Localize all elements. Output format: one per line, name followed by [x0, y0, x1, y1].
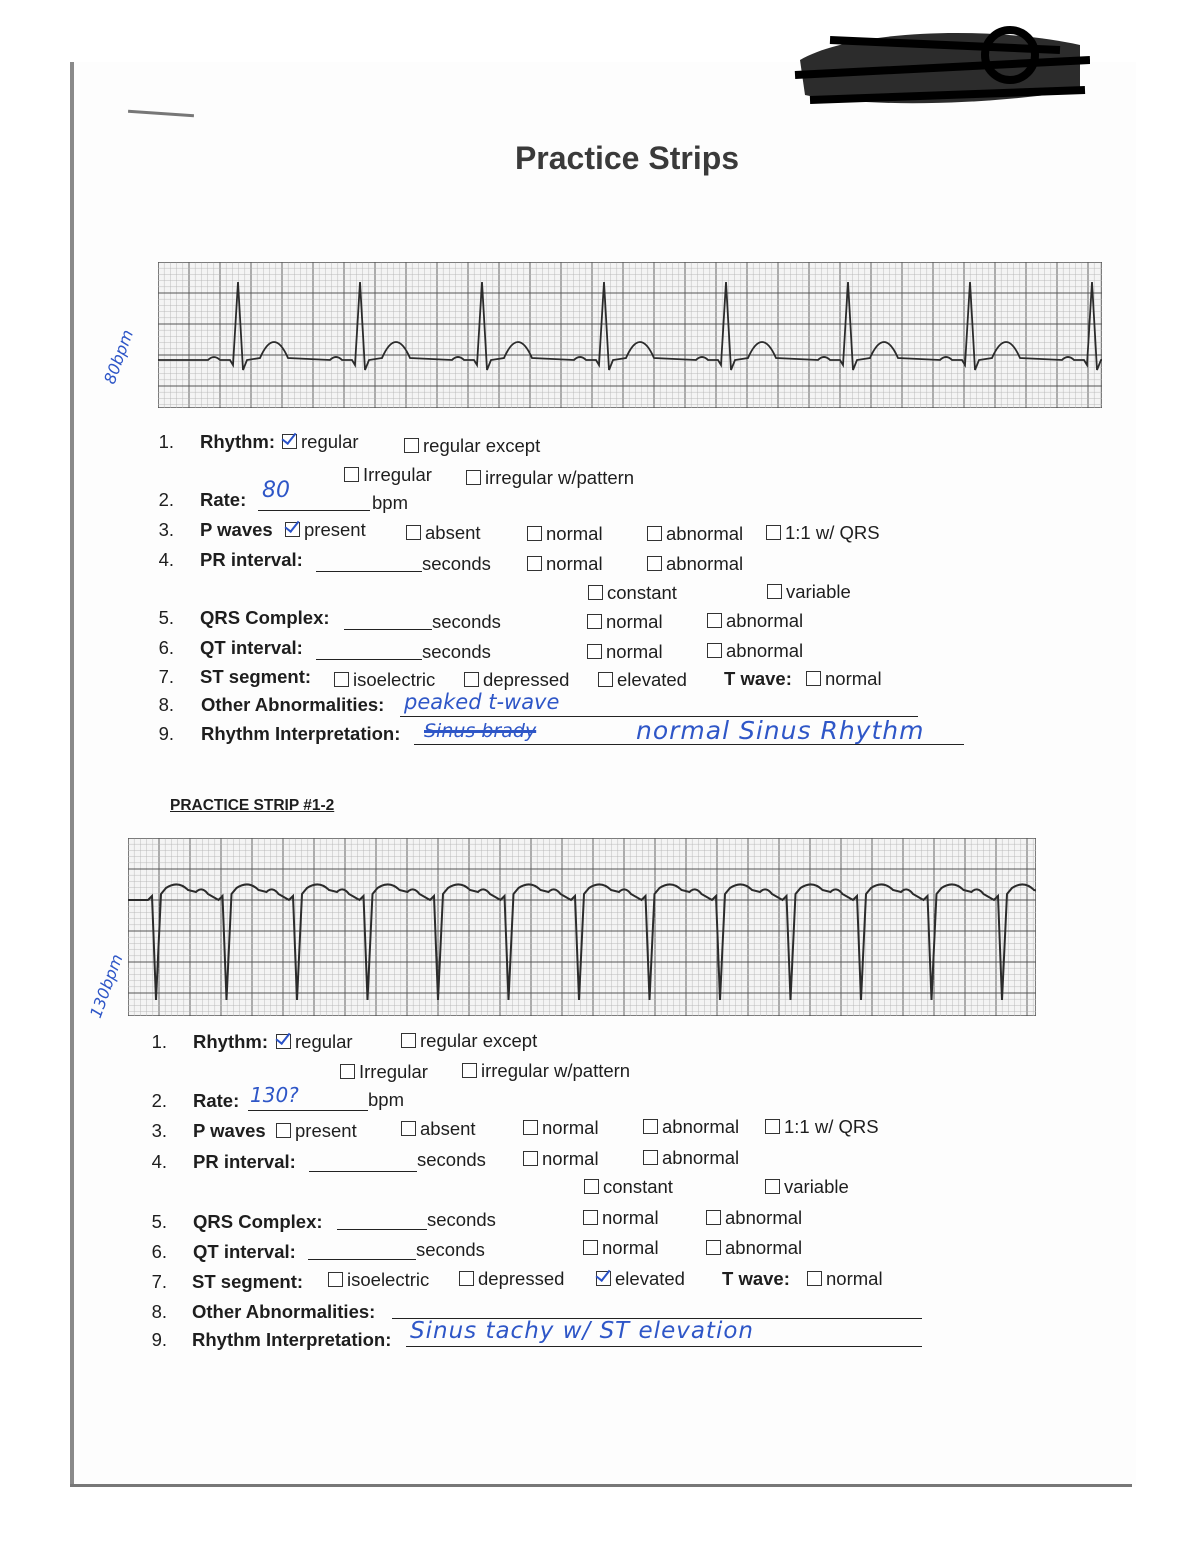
checkbox[interactable]	[765, 1119, 780, 1134]
checkbox[interactable]	[401, 1121, 416, 1136]
rate-value[interactable]: 80	[262, 478, 290, 503]
pr-abnormal-option[interactable]: abnormal	[647, 553, 743, 575]
qrs-abnormal-option[interactable]: abnormal	[707, 610, 803, 632]
checkbox[interactable]	[587, 614, 602, 629]
rhythm-interpretation-value[interactable]: normal Sinus Rhythm	[636, 716, 925, 745]
rhythm-regular-option[interactable]: regular	[276, 1031, 353, 1053]
pr-variable-option[interactable]: variable	[765, 1176, 849, 1198]
checkbox[interactable]	[587, 644, 602, 659]
checkbox[interactable]	[584, 1179, 599, 1194]
twave-normal-option[interactable]: normal	[806, 668, 882, 690]
qrs-blank[interactable]	[337, 1229, 427, 1230]
checkbox[interactable]	[647, 556, 662, 571]
qt-abnormal-option[interactable]: abnormal	[707, 640, 803, 662]
checkbox[interactable]	[344, 467, 359, 482]
checkbox[interactable]	[806, 671, 821, 686]
checkbox[interactable]	[404, 438, 419, 453]
checkbox[interactable]	[401, 1033, 416, 1048]
checkbox[interactable]	[643, 1150, 658, 1165]
rhythm-interpretation-struck: Sinus brady	[424, 720, 537, 742]
checkbox[interactable]	[523, 1151, 538, 1166]
pr-abnormal-option[interactable]: abnormal	[643, 1147, 739, 1169]
bpm-unit: bpm	[372, 492, 408, 513]
checkbox[interactable]	[583, 1210, 598, 1225]
qrs-label: QRS Complex:	[200, 607, 330, 628]
checkbox-checked[interactable]	[285, 522, 300, 537]
checkbox[interactable]	[707, 643, 722, 658]
rhythm-irregular-pattern-option[interactable]: irregular w/pattern	[462, 1060, 630, 1082]
rhythm-irregular-option[interactable]: Irregular	[344, 464, 432, 486]
rhythm-irregular-pattern-option[interactable]: irregular w/pattern	[466, 467, 634, 489]
rhythm-interpretation-label: Rhythm Interpretation:	[192, 1329, 392, 1350]
strip2-heading: PRACTICE STRIP #1-2	[170, 797, 335, 814]
pwaves-abnormal-option[interactable]: abnormal	[643, 1116, 739, 1138]
pr-constant-option[interactable]: constant	[588, 582, 677, 604]
qt-normal-option[interactable]: normal	[583, 1237, 659, 1259]
twave-label: T wave:	[724, 668, 792, 689]
st-depressed-option[interactable]: depressed	[459, 1268, 564, 1290]
checkbox-checked[interactable]	[282, 434, 297, 449]
qrs-label: QRS Complex:	[193, 1211, 323, 1232]
page-title: Practice Strips	[514, 140, 740, 176]
pwaves-11-qrs-option[interactable]: 1:1 w/ QRS	[765, 1116, 879, 1138]
checkbox[interactable]	[598, 672, 613, 687]
qt-abnormal-option[interactable]: abnormal	[706, 1237, 802, 1259]
pwaves-present-option[interactable]: present	[285, 519, 366, 541]
rate-blank	[258, 510, 370, 511]
qt-interval-label: QT interval:	[193, 1241, 296, 1262]
rate-label: Rate:	[193, 1090, 240, 1111]
other-abnormalities-label: Other Abnormalities:	[201, 694, 385, 715]
checkbox[interactable]	[588, 585, 603, 600]
checkbox[interactable]	[340, 1064, 355, 1079]
pwaves-abnormal-option[interactable]: abnormal	[647, 523, 743, 545]
qrs-abnormal-option[interactable]: abnormal	[706, 1207, 802, 1229]
checkbox[interactable]	[334, 672, 349, 687]
rate-label: Rate:	[200, 489, 247, 510]
pr-seconds-unit: seconds	[417, 1149, 486, 1170]
rhythm-label: Rhythm:	[200, 431, 276, 452]
qt-interval-label: QT interval:	[200, 637, 303, 658]
checkbox[interactable]	[527, 556, 542, 571]
checkbox[interactable]	[583, 1240, 598, 1255]
pr-blank[interactable]	[309, 1171, 417, 1172]
rate-value[interactable]: 130?	[250, 1083, 299, 1107]
other-abnormalities-label: Other Abnormalities:	[192, 1301, 376, 1322]
pwaves-11-qrs-option[interactable]: 1:1 w/ QRS	[766, 522, 880, 544]
checkbox[interactable]	[464, 672, 479, 687]
checkbox-checked[interactable]	[596, 1271, 611, 1286]
pwaves-absent-option[interactable]: absent	[406, 522, 481, 544]
page-bottom-edge	[70, 1484, 1132, 1487]
pr-normal-option[interactable]: normal	[523, 1148, 599, 1170]
rhythm-regular-option[interactable]: regular	[282, 431, 359, 453]
checkbox[interactable]	[765, 1179, 780, 1194]
checkbox[interactable]	[647, 526, 662, 541]
rhythm-label: Rhythm:	[193, 1031, 269, 1052]
rhythm-regular-except-option[interactable]: regular except	[404, 435, 540, 457]
st-elevated-option[interactable]: elevated	[596, 1268, 685, 1290]
qrs-seconds-unit: seconds	[427, 1209, 496, 1230]
qrs-normal-option[interactable]: normal	[587, 611, 663, 633]
qt-normal-option[interactable]: normal	[587, 641, 663, 663]
strip1-rate-note: 80bpm	[100, 327, 138, 387]
st-isoelectric-option[interactable]: isoelectric	[334, 669, 435, 691]
checkbox[interactable]	[466, 470, 481, 485]
qrs-normal-option[interactable]: normal	[583, 1207, 659, 1229]
checkbox[interactable]	[766, 525, 781, 540]
pr-interval-label: PR interval:	[193, 1151, 296, 1172]
bpm-unit: bpm	[368, 1089, 404, 1110]
twave-label: T wave:	[722, 1268, 790, 1289]
redaction-scribble	[790, 20, 1090, 112]
st-depressed-option[interactable]: depressed	[464, 669, 569, 691]
pr-normal-option[interactable]: normal	[527, 553, 603, 575]
checkbox[interactable]	[328, 1272, 343, 1287]
twave-normal-option[interactable]: normal	[807, 1268, 883, 1290]
rate-blank	[248, 1110, 368, 1111]
rhythm-interpretation-label: Rhythm Interpretation:	[201, 723, 401, 744]
rhythm-regular-except-option[interactable]: regular except	[401, 1030, 537, 1052]
pwaves-absent-option[interactable]: absent	[401, 1118, 476, 1140]
qt-blank[interactable]	[316, 659, 422, 660]
rhythm-irregular-option[interactable]: Irregular	[340, 1061, 428, 1083]
ecg-strip-2	[128, 838, 1036, 1016]
checkbox[interactable]	[406, 525, 421, 540]
pwaves-label: P waves	[200, 519, 273, 540]
st-isoelectric-option[interactable]: isoelectric	[328, 1269, 429, 1291]
pr-constant-option[interactable]: constant	[584, 1176, 673, 1198]
qrs-blank[interactable]	[344, 629, 432, 630]
checkbox[interactable]	[706, 1210, 721, 1225]
st-elevated-option[interactable]: elevated	[598, 669, 687, 691]
st-segment-label: ST segment:	[192, 1271, 304, 1292]
pwaves-present-option[interactable]: present	[276, 1120, 357, 1142]
checkbox[interactable]	[527, 526, 542, 541]
checkbox[interactable]	[523, 1120, 538, 1135]
qrs-seconds-unit: seconds	[432, 611, 501, 632]
pr-interval-label: PR interval:	[200, 549, 303, 570]
checkbox[interactable]	[767, 584, 782, 599]
pwaves-normal-option[interactable]: normal	[527, 523, 603, 545]
checkbox[interactable]	[459, 1271, 474, 1286]
pr-seconds-unit: seconds	[422, 553, 491, 574]
pwaves-label: P waves	[193, 1120, 266, 1141]
rhythm-interpretation-blank	[406, 1346, 922, 1347]
checkbox[interactable]	[706, 1240, 721, 1255]
checkbox[interactable]	[707, 613, 722, 628]
qt-blank[interactable]	[308, 1259, 416, 1260]
strip2-rate-note: 130bpm	[86, 951, 127, 1021]
qt-seconds-unit: seconds	[422, 641, 491, 662]
other-abnormalities-value[interactable]: peaked t-wave	[404, 690, 560, 714]
checkbox[interactable]	[462, 1063, 477, 1078]
ecg-strip-1	[158, 262, 1102, 408]
rhythm-interpretation-value[interactable]: Sinus tachy w/ ST elevation	[410, 1318, 754, 1344]
checkbox[interactable]	[643, 1119, 658, 1134]
st-segment-label: ST segment:	[200, 666, 312, 687]
checkbox[interactable]	[276, 1123, 291, 1138]
checkbox-checked[interactable]	[276, 1034, 291, 1049]
pr-blank[interactable]	[316, 571, 422, 572]
checkbox[interactable]	[807, 1271, 822, 1286]
pwaves-normal-option[interactable]: normal	[523, 1117, 599, 1139]
qt-seconds-unit: seconds	[416, 1239, 485, 1260]
pr-variable-option[interactable]: variable	[767, 581, 851, 603]
